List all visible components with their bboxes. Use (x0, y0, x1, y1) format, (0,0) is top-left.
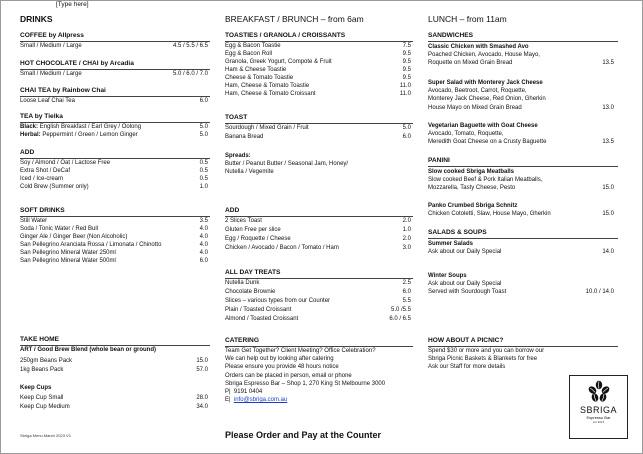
item-label: Banana Bread (225, 134, 264, 140)
item-price: 7.5 (402, 43, 411, 49)
dish-title: Panko Crumbed Sbriga Schnitz (428, 203, 518, 209)
dish-price: 14.0 (602, 249, 614, 256)
dish-price: 15.0 (602, 185, 614, 192)
catering-phone-row (225, 388, 385, 396)
dish-title: Summer Salads (428, 241, 474, 247)
dish-title: Classic Chicken with Smashed Avo (428, 44, 529, 50)
picnic-line: Spend $30 or more and you can borrow our (428, 348, 545, 354)
dish (428, 168, 614, 193)
dish-title: Winter Soups (428, 273, 467, 279)
dish (428, 43, 614, 68)
item-price: 2.5 (402, 280, 411, 286)
spreads-block (225, 152, 348, 177)
item-price: 1.0 (199, 184, 208, 190)
item-label: Slices – various types from our Counter (225, 298, 331, 304)
item-label: Granola, Greek Yogurt, Compote & Fruit (225, 59, 332, 65)
logo-wordmark: SBRIGA (579, 405, 617, 415)
item-price: 0.5 (199, 176, 208, 182)
item-label: Keep Cup Small (20, 395, 64, 401)
dish-desc: House Mayo on Mixed Grain Bread (428, 104, 522, 111)
item-price: 9.5 (402, 67, 411, 73)
item-label-bold: Herbal: (20, 132, 41, 138)
picnic-line: Ask our Staff for more details (428, 364, 506, 371)
item-label: Egg & Bacon Roll (225, 51, 273, 57)
item-label: Egg & Bacon Toastie (225, 43, 281, 49)
section-picnic: HOW ABOUT A PICNIC? (428, 337, 504, 344)
dish-desc: Avocado, Beetroot, Carrot, Roquette, (428, 88, 527, 95)
catering-line: Please ensure you provide 48 hours notice (225, 364, 339, 371)
item-label: 1kg Beans Pack (20, 367, 64, 373)
catering-line: Orders can be placed in person, email or phone (225, 372, 352, 379)
item-label: Cold Brew (Summer only) (20, 184, 89, 190)
dish-desc: Chicken Cotoletti, Slaw, House Mayo, Gherkin (428, 211, 551, 218)
item-label: Extra Shot / DeCaf (20, 168, 71, 174)
item-price: 15.0 (196, 358, 208, 364)
item-label: Ham, Cheese & Tomato Croissant (225, 91, 316, 97)
header-placeholder[interactable]: [Type here] (56, 1, 89, 8)
section-chai: CHAI TEA by Rainbow Chai (20, 87, 106, 94)
catering-line: Team Get Together? Client Meeting? Office Celebration? (225, 348, 376, 354)
section-take-home: TAKE HOME (20, 336, 60, 343)
dish-desc: Ask about our Daily Special (428, 249, 502, 256)
item-label: Still Water (20, 218, 48, 224)
item-label: Egg / Roquette / Cheese (225, 236, 291, 242)
item-price: 4.5 / 5.5 / 6.5 (172, 43, 208, 49)
divider (428, 238, 618, 239)
item-label: Iced / Ice-cream (20, 176, 64, 182)
item-price: 11.0 (399, 83, 411, 89)
divider (20, 216, 210, 217)
item-price: 0.5 (199, 160, 208, 166)
item-price: 57.0 (196, 367, 208, 373)
item-label: Ginger Ale / Ginger Beer (Non Alcoholic) (20, 234, 128, 240)
email-label: E| (225, 397, 231, 404)
menu-version-note: Sbriga Menu March 2023 V1 (20, 433, 71, 438)
phone-label: P| (225, 389, 231, 396)
dish (428, 202, 614, 218)
section-catering: CATERING (225, 337, 259, 344)
item-label: Chicken / Avocado / Bacon / Tomato / Ham (225, 245, 339, 251)
dish-desc: Avocado, Tomato, Roquette, (428, 131, 504, 138)
item-price: 0.5 (199, 168, 208, 174)
item-label: Almond / Toasted Croissant (225, 316, 299, 322)
spreads-label: Spreads: (225, 153, 251, 159)
dish-desc: Mozzarella, Tasty Cheese, Pesto (428, 185, 516, 192)
item-price: 9.5 (402, 75, 411, 81)
item-price: 5.0 (199, 124, 208, 130)
dish-title: Vegetarian Baguette with Goat Cheese (428, 123, 538, 129)
item-label: Nutella Dunk (225, 280, 260, 286)
dish-desc: Roquette on Mixed Grain Bread (428, 60, 513, 67)
dish-desc: Slow cooked Beef & Pork Italian Meatballs, (428, 177, 543, 184)
item-label: Plain / Toasted Croissant (225, 307, 292, 313)
item-price: 2.0 (402, 218, 411, 224)
item-price: 4.0 (199, 234, 208, 240)
item-price: 5.0 (199, 132, 208, 138)
item-price: 28.0 (196, 395, 208, 401)
order-note: Please Order and Pay at the Counter (225, 430, 382, 440)
dish-price: 13.5 (602, 139, 614, 146)
coffee-bean-logo-icon (587, 380, 611, 404)
divider (428, 166, 618, 167)
item-price: 6.0 (402, 134, 411, 140)
cups-title: Keep Cups (20, 385, 52, 391)
item-price: 3.5 (199, 218, 208, 224)
item-label-bold: Black: (20, 124, 39, 130)
section-hot-chocolate: HOT CHOCOLATE / CHAI by Arcadia (20, 60, 134, 67)
item-label: Small / Medium / Large (20, 71, 82, 77)
item-label: San Pellegrino Mineral Water 250ml (20, 250, 116, 256)
section-add-drinks: ADD (20, 149, 35, 156)
sbriga-logo (569, 375, 628, 439)
catering-address: Sbriga Espresso Bar – Shop 1, 270 King St Melbourne 3000 (225, 380, 386, 387)
dish-price: 15.0 (602, 211, 614, 218)
item-label: Sourdough / Mixed Grain / Fruit (225, 125, 309, 131)
dish-price: 10.0 / 14.0 (585, 289, 614, 296)
dish-price: 13.5 (602, 60, 614, 67)
section-tea: TEA by Tielka (20, 113, 63, 120)
item-price: 5.0 /5.5 (390, 307, 411, 313)
item-price: 9.5 (402, 59, 411, 65)
divider (428, 41, 618, 42)
item-price: 3.0 (402, 245, 411, 251)
item-price: 6.0 (199, 98, 208, 104)
item-price: 4.0 (199, 226, 208, 232)
picnic-line: Sbriga Picnic Baskets & Blankets for free (428, 356, 538, 363)
blend-title: ART / Good Brew Blend (whole bean or ground) (20, 347, 156, 353)
item-price: 5.0 (402, 125, 411, 131)
item-label: Small / Medium / Large (20, 43, 82, 49)
dish-desc: Monterey Jack Cheese, Red Onion, Gherkin (428, 96, 546, 103)
dish-price: 13.0 (602, 104, 614, 111)
spreads-line: Nutella / Vegemite (225, 169, 274, 176)
item-price: 11.0 (399, 91, 411, 97)
breakfast-title: BREAKFAST / BRUNCH – from 6am (225, 14, 364, 24)
catering-line: We can help out by looking after catering (225, 356, 334, 363)
section-sandwiches: SANDWICHES (428, 32, 474, 39)
divider (20, 345, 210, 346)
dish-desc: Ask about our Daily Special (428, 281, 502, 288)
item-label: San Pellegrino Aranciata Rossa / Limonata / Chinotto (20, 242, 162, 248)
item-label: English Breakfast / Earl Grey / Oolong (38, 124, 142, 130)
section-toasties: TOASTIES / GRANOLA / CROISSANTS (225, 32, 346, 39)
item-price: 6.0 (199, 258, 208, 264)
section-salads-soups: SALADS & SOUPS (428, 229, 487, 236)
item-label: Peppermint / Green / Lemon Ginger (40, 132, 138, 138)
catering-email-link[interactable]: info@sbriga.com.au (233, 397, 288, 404)
item-label: Soy / Almond / Oat / Lactose Free (20, 160, 111, 166)
item-price: 5.0 / 6.0 / 7.0 (172, 71, 208, 77)
drinks-title: DRINKS (20, 14, 53, 24)
section-soft-drinks: SOFT DRINKS (20, 207, 65, 214)
dish-desc: Poached Chicken, Avocado, House Mayo, (428, 52, 540, 59)
dish-desc: Meredith Goat Cheese on a Crusty Baguette (428, 139, 547, 146)
item-label: Gluten Free per slice (225, 227, 281, 233)
item-label: Cheese & Tomato Toastie (225, 75, 294, 81)
catering-block (225, 347, 385, 404)
item-label: Loose Leaf Chai Tea (20, 98, 75, 104)
dish (428, 122, 614, 147)
item-price: 4.0 (199, 250, 208, 256)
item-price: 6.0 / 6.5 (389, 316, 411, 322)
spreads-line: Butter / Peanut Butter / Seasonal Jam, Honey/ (225, 161, 349, 168)
item-label: Chocolate Brownie (225, 289, 276, 295)
section-all-day: ALL DAY TREATS (225, 269, 281, 276)
item-price: 5.5 (402, 298, 411, 304)
dish (428, 79, 614, 112)
logo-subtitle: Espresso Bar (586, 415, 611, 420)
logo-established: est 2015 (592, 420, 605, 424)
section-toast: TOAST (225, 114, 248, 121)
dish-title: Slow cooked Sbriga Meatballs (428, 169, 515, 175)
dish (428, 240, 614, 256)
item-price: 34.0 (196, 404, 208, 410)
item-price: 2.0 (402, 236, 411, 242)
item-price: 6.0 (402, 289, 411, 295)
picnic-block (428, 347, 544, 372)
item-label: Ham & Cheese Toastie (225, 67, 287, 73)
dish-desc: Served with Sourdough Toast (428, 289, 507, 296)
item-price: 1.0 (402, 227, 411, 233)
dish (428, 272, 614, 297)
item-label: Keep Cup Medium (20, 404, 70, 410)
item-label: Soda / Tonic Water / Red Bull (20, 226, 99, 232)
section-coffee: COFFEE by Allpress (20, 32, 84, 39)
dish-title: Super Salad with Monterey Jack Cheese (428, 80, 543, 86)
catering-email-row (225, 396, 385, 404)
item-label: Ham, Cheese & Tomato Toastie (225, 83, 310, 89)
item-label: 250gm Beans Pack (20, 358, 73, 364)
lunch-title: LUNCH – from 11am (428, 14, 507, 24)
section-panini: PANINI (428, 157, 450, 164)
item-price: 4.0 (199, 242, 208, 248)
item-label: San Pellegrino Mineral Water 500ml (20, 258, 116, 264)
item-price: 9.5 (402, 51, 411, 57)
catering-phone[interactable]: 9191 0404 (233, 389, 263, 396)
item-label: 2 Slices Toast (225, 218, 262, 224)
section-add-breakfast: ADD (225, 207, 240, 214)
